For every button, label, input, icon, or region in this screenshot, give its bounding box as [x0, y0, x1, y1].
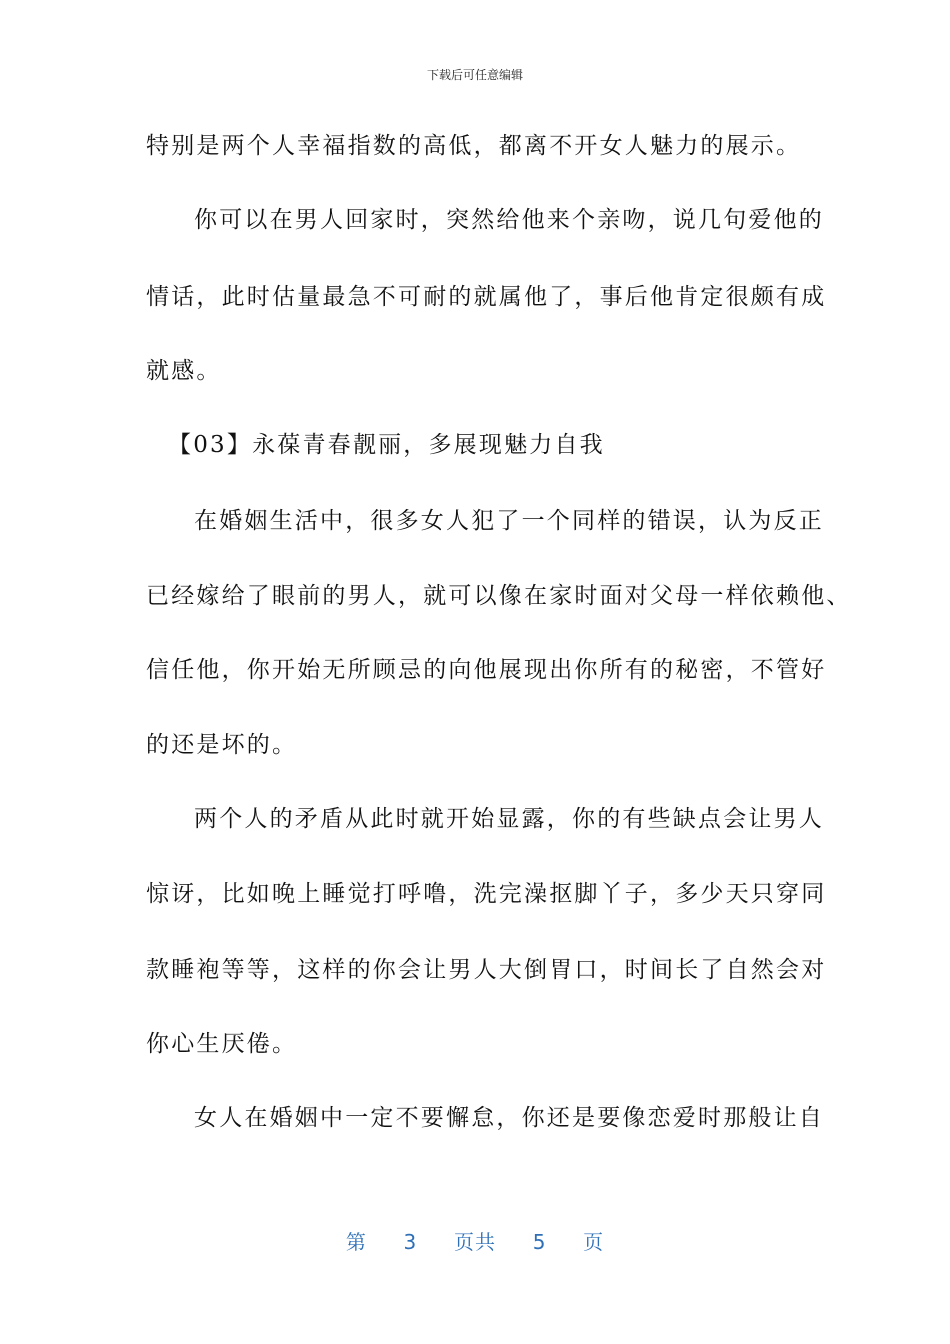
body-line: 在婚姻生活中，很多女人犯了一个同样的错误，认为反正 — [194, 508, 824, 534]
body-line: 女人在婚姻中一定不要懈怠，你还是要像恋爱时那般让自 — [194, 1105, 824, 1131]
body-line: 的还是坏的。 — [146, 732, 298, 758]
footer-total-pages: 5 — [532, 1230, 547, 1254]
body-line: 两个人的矛盾从此时就开始显露，你的有些缺点会让男人 — [194, 806, 824, 832]
body-line: 惊讶，比如晚上睡觉打呼噜，洗完澡抠脚丫子，多少天只穿同 — [146, 881, 827, 907]
body-line: 信任他，你开始无所顾忌的向他展现出你所有的秘密，不管好 — [146, 657, 827, 683]
body-line: 情话，此时估量最急不可耐的就属他了，事后他肯定很颇有成 — [146, 284, 827, 310]
page-header-note: 下载后可任意编辑 — [426, 68, 523, 82]
footer-middle: 页共 — [454, 1230, 496, 1254]
body-line: 款睡袍等等，这样的你会让男人大倒胃口，时间长了自然会对 — [146, 957, 827, 983]
section-heading: 【03】永葆青春靓丽，多展现魅力自我 — [168, 432, 605, 458]
footer-prefix: 第 — [345, 1230, 367, 1254]
body-line: 就感。 — [146, 358, 222, 384]
body-line: 特别是两个人幸福指数的高低，都离不开女人魅力的展示。 — [146, 133, 802, 159]
body-line: 已经嫁给了眼前的男人，就可以像在家时面对父母一样依赖他、 — [146, 583, 852, 609]
page-footer — [0, 1226, 950, 1255]
body-line: 你可以在男人回家时，突然给他来个亲吻，说几句爱他的 — [194, 207, 824, 233]
footer-suffix: 页 — [583, 1230, 605, 1254]
body-line: 你心生厌倦。 — [146, 1031, 298, 1057]
footer-current-page: 3 — [403, 1230, 418, 1254]
